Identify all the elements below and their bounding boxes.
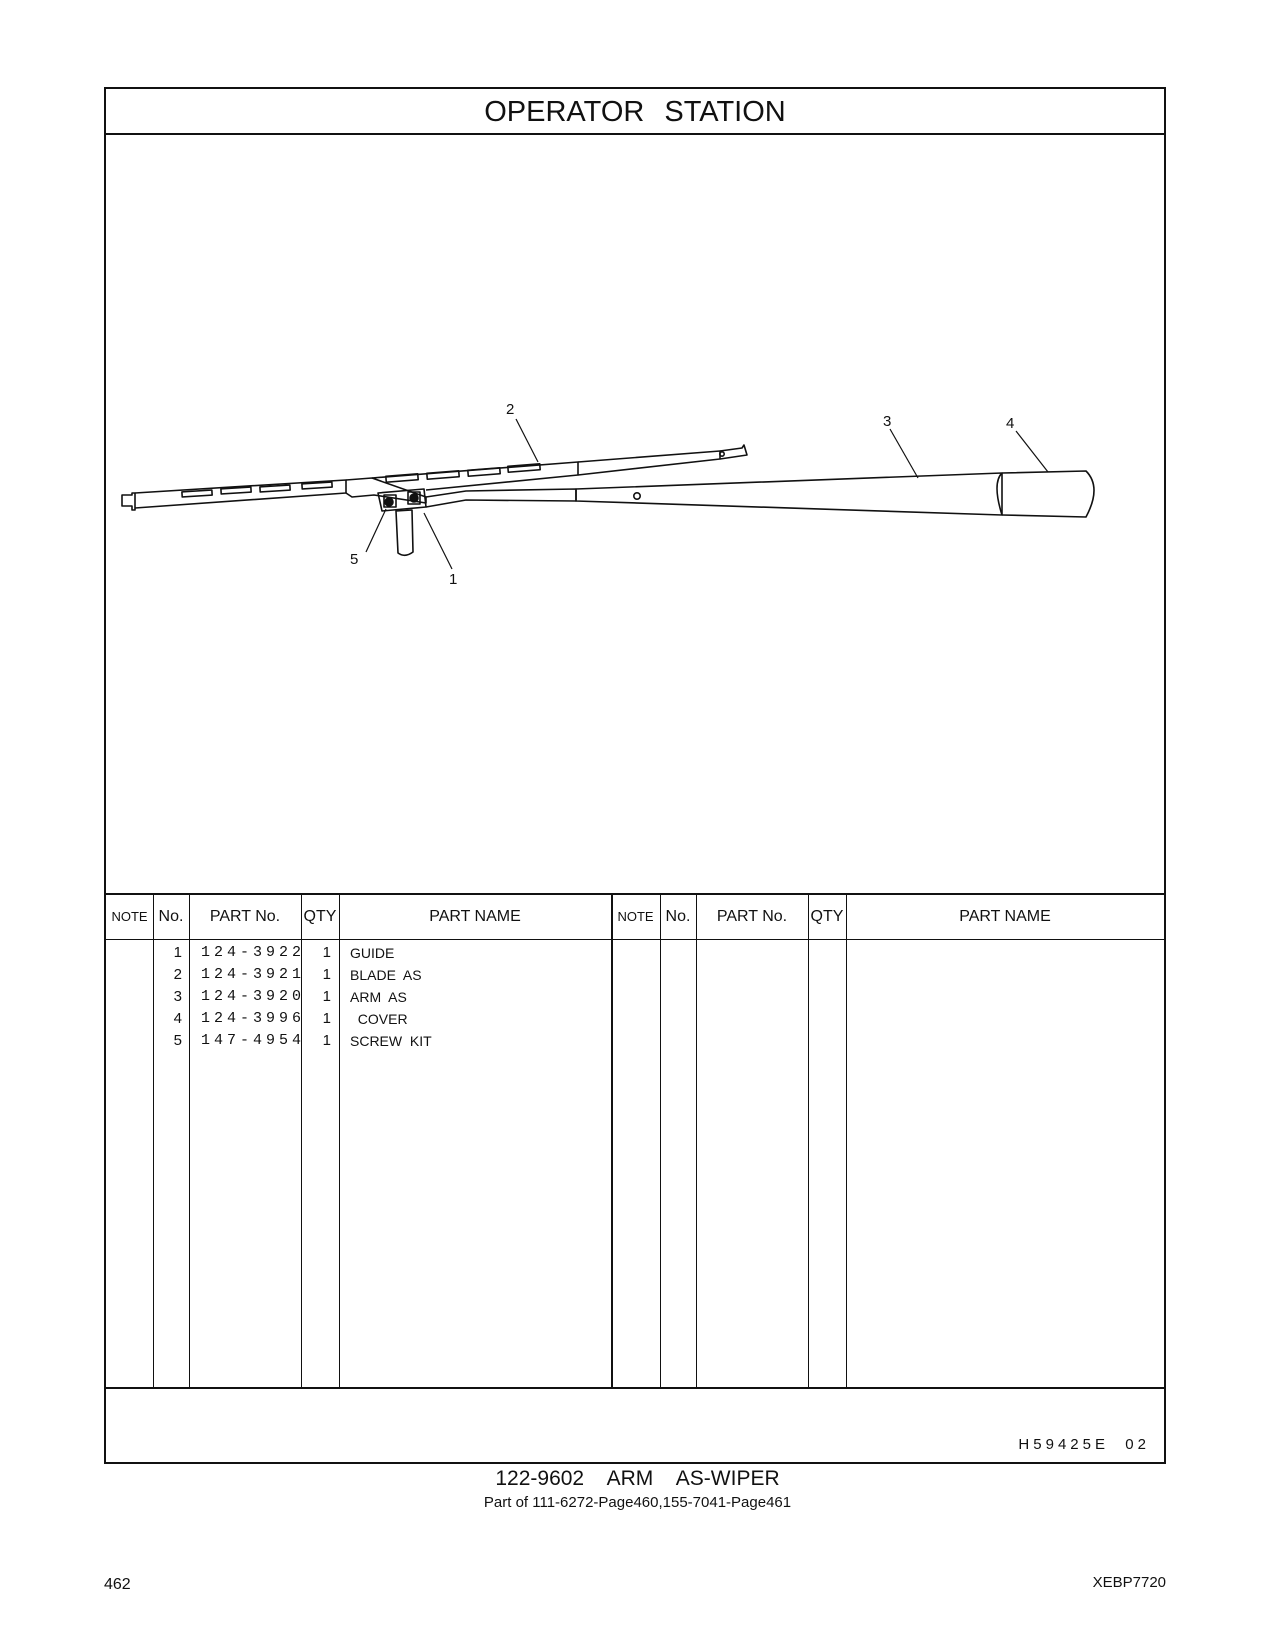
header-note-right: NOTE: [617, 909, 654, 924]
wiper-arm-drawing: [106, 135, 1164, 893]
guide-tab: [396, 510, 413, 555]
callout-1: 1: [449, 571, 458, 588]
arm-rod: [426, 489, 576, 507]
table-row: 4 124-3996 1 COVER: [173, 1010, 408, 1027]
blade-left-tip: [122, 493, 135, 510]
callout-4: 4: [1006, 415, 1015, 432]
header-no-left: No.: [158, 908, 184, 925]
assembly-subtitle: Part of 111-6272-Page460,155-7041-Page461: [483, 1494, 792, 1511]
callout-5: 5: [350, 551, 359, 568]
blade-lower-rail: [135, 480, 346, 508]
table-row: 5 147-4954 1 SCREW KIT: [173, 1032, 432, 1049]
header-part-no-left: PART No.: [209, 908, 281, 925]
arm-cover: [1002, 471, 1094, 517]
illustration-reference: H59425E 02: [1018, 1436, 1150, 1453]
table-row: 2 124-3921 1 BLADE AS: [173, 966, 422, 983]
header-note-left: NOTE: [111, 909, 148, 924]
parts-table: [106, 893, 1164, 1389]
table-row: 1 124-3922 1 GUIDE: [173, 944, 395, 961]
parts-illustration: [106, 135, 1164, 893]
frame-footer: [106, 1389, 1164, 1464]
section-title: OPERATOR STATION: [106, 89, 1164, 135]
assembly-title: 122-9602 ARM AS-WIPER: [495, 1467, 780, 1490]
table-row: 3 124-3920 1 ARM AS: [173, 988, 407, 1005]
header-part-name-right: PART NAME: [959, 908, 1051, 925]
document-id: XEBP7720: [1092, 1574, 1166, 1591]
callout-3: 3: [883, 413, 892, 430]
blade-right-extension: [578, 451, 720, 475]
header-part-no-right: PART No.: [716, 908, 788, 925]
header-qty-left: QTY: [303, 908, 337, 925]
header-part-name-left: PART NAME: [429, 908, 521, 925]
header-no-right: No.: [665, 908, 691, 925]
callout-2: 2: [506, 401, 515, 418]
page-number: 462: [104, 1576, 131, 1593]
header-qty-right: QTY: [810, 908, 844, 925]
parts-page-frame: [104, 87, 1166, 1464]
